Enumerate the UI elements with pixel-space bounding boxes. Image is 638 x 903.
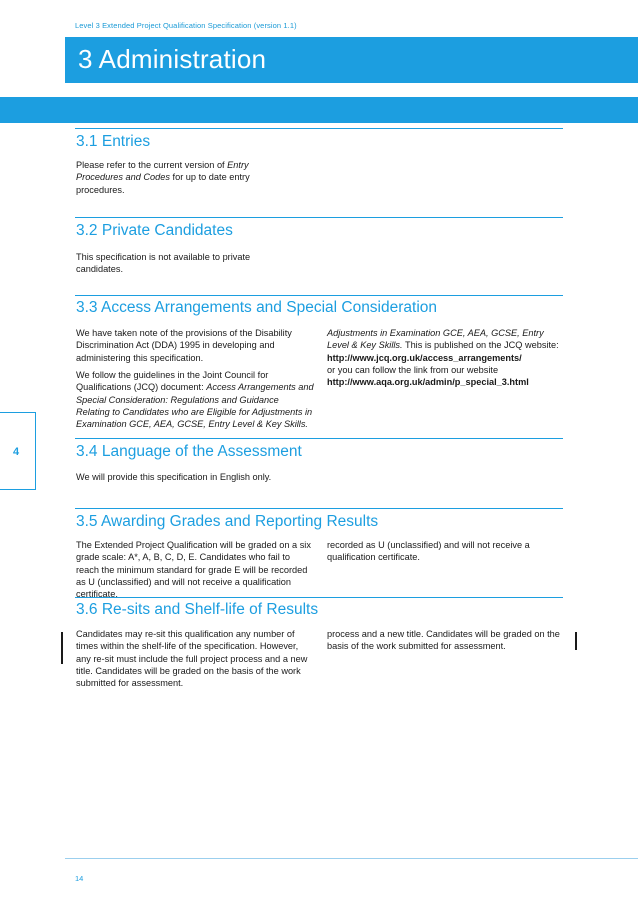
- section-divider: [75, 508, 563, 509]
- change-bar-right: [575, 632, 577, 650]
- footer-divider: [65, 858, 638, 859]
- section-divider: [75, 295, 563, 296]
- resits-paragraph-continued: process and a new title. Candidates will be graded on the basis of the work submitted for assessment.: [327, 629, 560, 652]
- aqa-link[interactable]: http://www.aqa.org.uk/admin/p_special_3.html: [327, 377, 529, 388]
- section-tab-number: 4: [13, 446, 20, 458]
- section-divider: [75, 597, 563, 598]
- awarding-paragraph-continued: recorded as U (unclassified) and will not receive a qualification certificate.: [327, 540, 530, 563]
- page-number: 14: [75, 874, 84, 883]
- jcq-link[interactable]: http://www.jcq.org.uk/access_arrangements/: [327, 352, 522, 363]
- change-bar-left: [61, 632, 63, 664]
- section-divider: [75, 128, 563, 129]
- language-paragraph: We will provide this specification in English only.: [76, 472, 272, 482]
- section-divider: [75, 217, 563, 218]
- access-paragraph-1: We have taken note of the provisions of the Disability Discrimination Act (DDA) 1995 in developing and administering this specification.: [76, 328, 292, 363]
- section-title-awarding: 3.5 Awarding Grades and Reporting Results: [76, 513, 379, 530]
- private-candidates-paragraph: This specification is not available to private candidates.: [76, 252, 251, 275]
- section-title-private-candidates: 3.2 Private Candidates: [76, 222, 233, 239]
- section-title-language: 3.4 Language of the Assessment: [76, 443, 302, 460]
- section-title-resits: 3.6 Re-sits and Shelf-life of Results: [76, 601, 319, 618]
- access-paragraph-2-continued: Adjustments in Examination GCE, AEA, GCSE, Entry Level & Key Skills. This is published on the JCQ website: http://www.jcq.org.uk/access_arrangements/ or you can follow the link from our website http://www.aqa.org.uk/admin/p_special_3.html: [327, 328, 559, 388]
- banner-strip: [0, 97, 638, 123]
- section-title-access-arrangements: 3.3 Access Arrangements and Special Consideration: [76, 299, 438, 316]
- awarding-paragraph: The Extended Project Qualification will be graded on a six grade scale: A*, A, B, C, D, E. Candidates who fail to reach the minimum standard for grade E will be recorded as U (unclassified) and will not receive a qualification certificate.: [76, 540, 311, 600]
- section-divider: [75, 438, 563, 439]
- section-title-entries: 3.1 Entries: [76, 133, 151, 150]
- chapter-title: 3 Administration: [78, 44, 267, 74]
- running-header: Level 3 Extended Project Qualification Specification (version 1.1): [75, 21, 297, 30]
- entries-paragraph: Please refer to the current version of Entry Procedures and Codes for up to date entry procedures.: [76, 160, 250, 195]
- access-paragraph-2: We follow the guidelines in the Joint Council for Qualifications (JCQ) document: Access Arrangements and Special Consideration: Regulations and Guidance Relating to Candidates who are Eligible for Adjustments in Examination GCE, AEA, GCSE, Entry Level & Key Skills.: [76, 370, 314, 430]
- resits-paragraph: Candidates may re-sit this qualification any number of times within the shelf-life of the specification. However, any re-sit must include the full project process and a new title. Candidates will be graded on the basis of the work submitted for assessment.: [76, 629, 308, 689]
